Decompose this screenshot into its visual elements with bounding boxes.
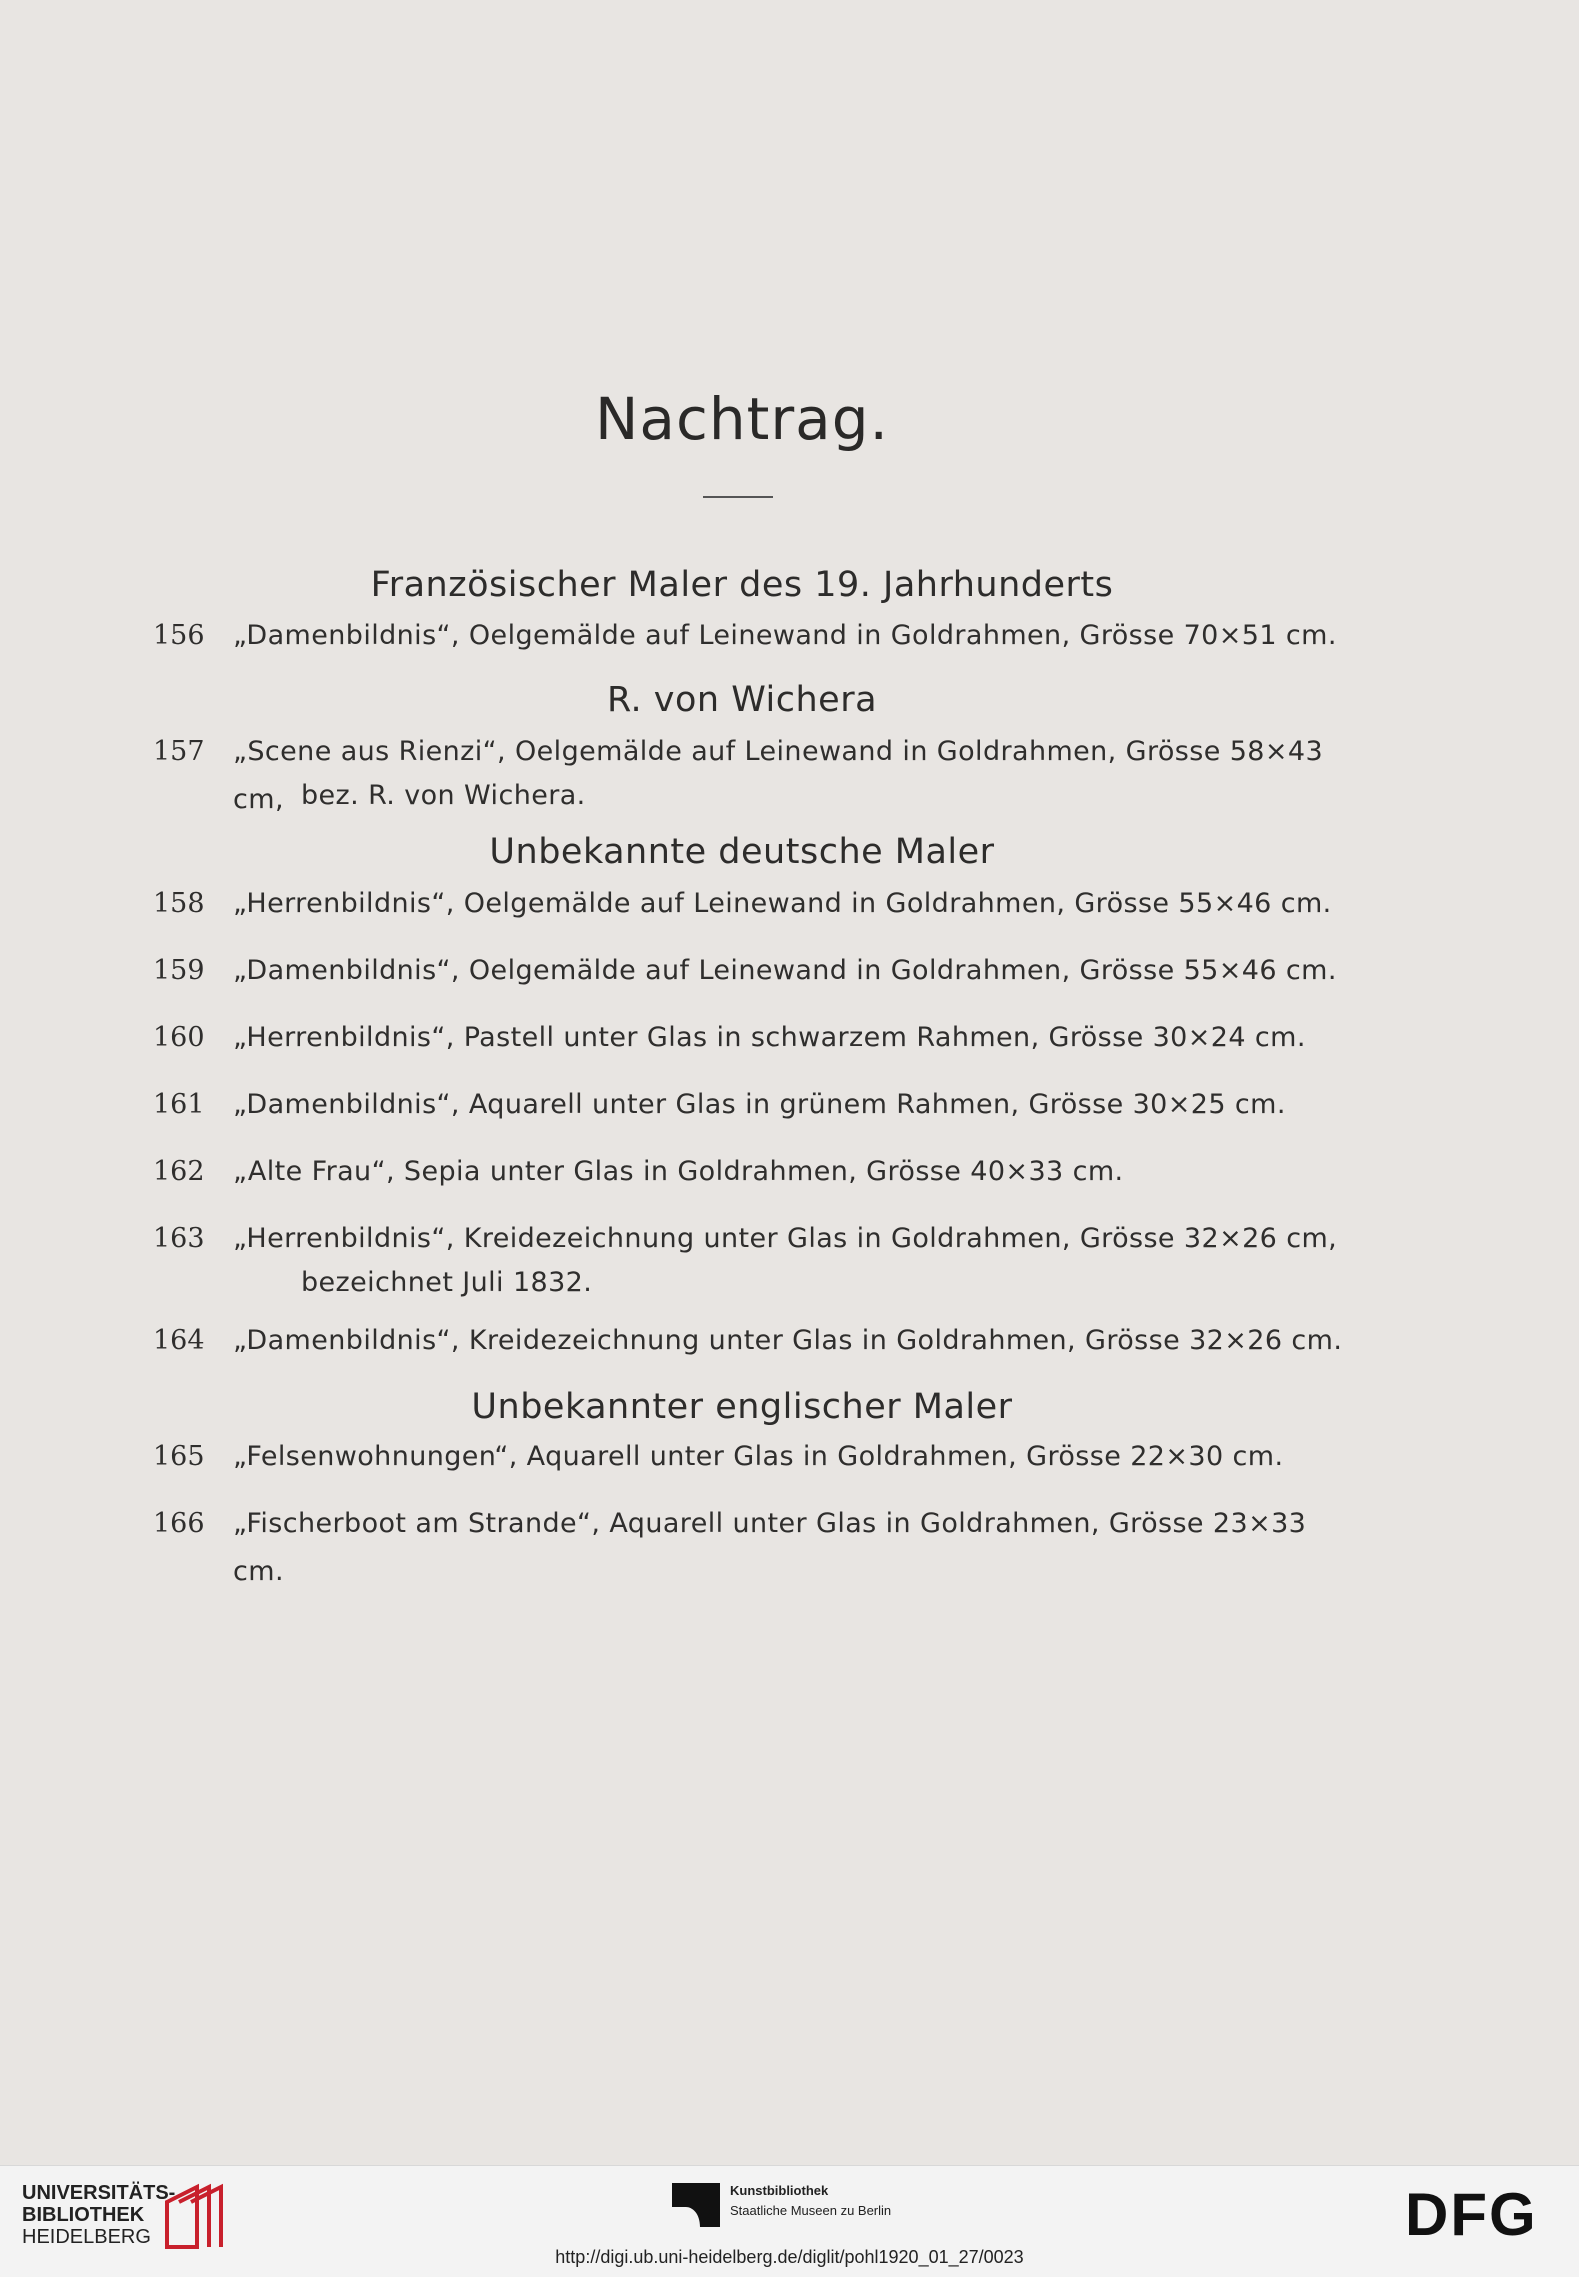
entry-text: „Damenbildnis“, Kreidezeichnung unter Glas in Goldrahmen, Grösse 32×26 cm. [233,1325,1343,1356]
section-heading: Unbekannter englischer Maler [471,1387,1013,1427]
page-title: Nachtrag. [595,385,889,453]
entry-text: „Damenbildnis“, Aquarell unter Glas in grünem Rahmen, Grösse 30×25 cm. [233,1089,1286,1120]
entry-text: „Felsenwohnungen“, Aquarell unter Glas in Goldrahmen, Grösse 22×30 cm. [233,1441,1284,1472]
entry-number: 162 [153,1156,205,1187]
entry-number: 157 [153,736,205,767]
ub-logo-line3: HEIDELBERG [22,2226,151,2248]
entry-continuation: bez. R. von Wichera. [301,780,586,811]
entry-number: 158 [153,888,205,919]
entry-text: „Alte Frau“, Sepia unter Glas in Goldrahmen, Grösse 40×33 cm. [233,1156,1124,1187]
entry-continuation: bezeichnet Juli 1832. [301,1267,593,1298]
ub-logo-line1: UNIVERSITÄTS- [22,2182,176,2204]
entry-text: „Damenbildnis“, Oelgemälde auf Leinewand in Goldrahmen, Grösse 70×51 cm. [233,620,1337,651]
section-heading: Französischer Maler des 19. Jahrhunderts [370,565,1114,605]
entry-number: 164 [153,1325,205,1356]
entry-text: „Herrenbildnis“, Kreidezeichnung unter Glas in Goldrahmen, Grösse 32×26 cm, [233,1223,1338,1254]
entry-text: „Herrenbildnis“, Pastell unter Glas in schwarzem Rahmen, Grösse 30×24 cm. [233,1022,1306,1053]
kunstbibliothek-logo[interactable] [672,2181,932,2235]
title-rule [703,496,773,498]
entry-number: 161 [153,1089,205,1120]
entry-text: „Fischerboot am Strande“, Aquarell unter Glas in Goldrahmen, Grösse 23×33 cm. [233,1508,1307,1587]
kb-logo-line2: Staatliche Museen zu Berlin [730,2203,892,2218]
catalog-entry [153,1215,1343,1311]
entry-number: 159 [153,955,205,986]
catalog-entry [153,728,1343,824]
entry-text: „Damenbildnis“, Oelgemälde auf Leinewand in Goldrahmen, Grösse 55×46 cm. [233,955,1337,986]
entry-text: „Scene aus Rienzi“, Oelgemälde auf Leinewand in Goldrahmen, Grösse 58×43 cm, [233,736,1324,815]
entry-text: „Herrenbildnis“, Oelgemälde auf Leinewand in Goldrahmen, Grösse 55×46 cm. [233,888,1332,919]
kb-logo-line1: Kunstbibliothek [730,2183,829,2198]
ub-emblem-icon [157,2182,237,2252]
entry-number: 163 [153,1223,205,1254]
entry-number: 156 [153,620,205,651]
entry-number: 160 [153,1022,205,1053]
kunstbibliothek-emblem-icon [672,2183,720,2227]
section-heading: Unbekannte deutsche Maler [489,832,995,872]
ub-logo-line2: BIBLIOTHEK [22,2204,145,2226]
dfg-logo[interactable]: DFG [1405,2181,1538,2248]
permalink-url[interactable]: http://digi.ub.uni-heidelberg.de/diglit/pohl1920_01_27/0023 [555,2247,1024,2267]
entry-number: 165 [153,1441,205,1472]
section-heading: R. von Wichera [606,680,878,720]
entry-number: 166 [153,1508,205,1539]
